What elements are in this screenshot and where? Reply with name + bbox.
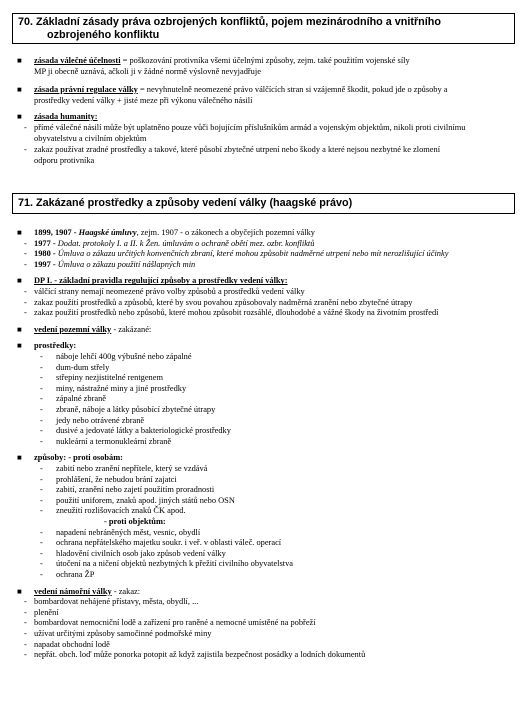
objects-item: ochrana nepřátelského majetku soukr. i veř. v oblasti váleč. operací: [56, 538, 282, 548]
bullet: ■: [17, 341, 22, 351]
dash: -: [24, 597, 27, 607]
means-item: miny, nástražné miny a jiné prostředky: [56, 383, 187, 393]
ways-item: zabití, zranění nebo zajetí použitím proradnosti: [56, 485, 215, 495]
history-item: [34, 249, 448, 259]
dash: -: [40, 405, 43, 414]
ways-item: prohlášení, že nebudou brání zajatci: [56, 474, 177, 484]
history-treaty: Úmluva o zákazu použití nášlapných min: [57, 259, 196, 269]
bullet: ■: [17, 453, 22, 463]
means-item: dusivé a jedovaté látky a bakteriologické prostředky: [56, 426, 231, 436]
dp-rule-item: válčící strany nemají neomezené právo volby způsobů a prostředků vedení války: [34, 287, 305, 296]
section-70-heading: [12, 13, 515, 44]
principle-military-necessity: zásada válečné účelnosti = poškozování protivníka všemi účelnými způsoby, zejm. také použitím vojenské síly: [34, 56, 410, 65]
principle-legal-regulation: zásada právní regulace války = nevyhnutelně neomezené právo válčících stran si vzájemně škodit, pokud jde o způsoby a: [34, 85, 448, 94]
sea-warfare-title: vedení námořní války: [34, 586, 112, 596]
objects-item: ochrana ŽP: [56, 570, 95, 579]
section-70-title-line1: 70. Základní zásady práva ozbrojených konfliktů, pojem mezinárodního a vnitřního: [18, 16, 441, 28]
objects-item: hladovění civilních osob jako způsob vedení války: [56, 548, 226, 558]
humanity-item-2: zakaz používat zradné prostředky a takové, které působí zbytečné utrpení nebo škody a které nejsou nezbytné ke zlomení: [34, 145, 441, 154]
dash: -: [24, 639, 27, 649]
dash: -: [40, 464, 43, 473]
bullet: ■: [17, 112, 22, 121]
history-item: [34, 228, 315, 238]
objects-label: - proti objektům:: [104, 517, 166, 526]
dash: -: [40, 495, 43, 505]
means-item: nukleární a termonukleární zbraně: [56, 436, 172, 446]
dash: -: [40, 485, 43, 495]
principle-legal-regulation-cont: prostředky vedení války + jisté meze při výkonu válečného násilí: [34, 96, 253, 105]
dash: -: [40, 506, 43, 516]
means-item: náboje lehčí 400g výbušné nebo zápalné: [56, 352, 192, 361]
dash: -: [40, 352, 43, 361]
dp-rule-item: zakaz použití prostředků a způsobů, které by svou povahou způsobovaly nadměrná zranění nebo zbytečné útrapy: [34, 297, 413, 307]
dash: -: [24, 650, 27, 660]
ways-item: zabití nebo zranění nepřítele, který se vzdává: [56, 464, 208, 473]
dash: -: [40, 559, 43, 569]
bullet: ■: [17, 586, 22, 596]
land-warfare-label: [34, 325, 151, 335]
sea-warfare-note: - zakaz:: [111, 586, 141, 596]
principle-military-necessity-note: MP ji obecně uznává, ačkoli ji v žádné normě výslovně nevyjadřuje: [34, 67, 261, 76]
means-label: prostředky:: [34, 341, 77, 351]
dash: -: [40, 394, 43, 404]
dash: -: [40, 436, 43, 446]
dash: -: [24, 259, 27, 269]
dash: -: [40, 570, 43, 579]
sea-item: plenění: [34, 607, 59, 617]
sea-item: užívat určitými způsoby samočinné podmořské miny: [34, 629, 212, 638]
land-warfare-title: vedení pozemní války: [34, 324, 112, 334]
ways-item: zneužití rozlišovacích znaků ČK apod.: [56, 506, 186, 516]
dash: -: [40, 538, 43, 548]
bullet: ■: [17, 324, 22, 334]
dash: -: [40, 383, 43, 393]
history-year: 1899, 1907 -: [34, 228, 79, 237]
objects-item: napadení nebráněných měst, vesnic, obydlí: [56, 527, 201, 537]
dp-rule-item: zakaz použití prostředků nebo způsobů, které mohou způsobit rozsáhlé, dlouhodobé a vážné škody na životním prostředí: [34, 308, 439, 318]
dp-rules-label: DP I. - základní pravidla regulující způsoby a prostředky vedení války:: [34, 276, 288, 286]
dash: -: [40, 426, 43, 436]
bullet: ■: [17, 85, 22, 94]
dash: -: [40, 362, 43, 372]
sea-item: bombardovat nemocniční lodě a zařízení pro raněné a nemocné umístěné na pobřeží: [34, 618, 316, 628]
sea-item: bombardovat nehájené přístavy, města, obydlí, ...: [34, 597, 199, 607]
dash: -: [24, 123, 27, 132]
objects-item: útočení na a ničení objektů nezbytných k přežití civilního obyvatelstva: [56, 559, 293, 569]
bullet: ■: [17, 276, 22, 286]
history-item: [34, 260, 195, 270]
bullet: ■: [17, 228, 22, 237]
section-71-heading: [12, 193, 515, 214]
bullet: ■: [17, 56, 22, 65]
sea-item: napadat obchodní lodě: [34, 639, 110, 649]
principle-humanity: zásada humanity:: [34, 112, 98, 121]
ways-label: způsoby: - proti osobám:: [34, 453, 123, 463]
dash: -: [24, 238, 27, 248]
means-item: jedy nebo otrávené zbraně: [56, 415, 145, 425]
means-item: dum-dum střely: [56, 362, 110, 372]
history-treaty: Úmluva o zákazu určitých konvenčních zbraní, které mohou způsobit nadměrné utrpení nebo mít nerozlišující účinky: [57, 249, 449, 259]
ways-item: použití uniforem, znaků apod. jiných států nebo OSN: [56, 495, 235, 505]
history-treaty: Haagské úmluvy: [78, 228, 137, 237]
dash: -: [24, 629, 27, 638]
means-item: zbraně, náboje a látky působící zbytečné útrapy: [56, 405, 216, 414]
history-treaty: Dodat. protokoly I. a II. k Žen. úmluvám o ochraně obětí mez. ozbr. konfliktů: [57, 238, 315, 248]
history-year: 1980 -: [34, 249, 58, 259]
history-year: 1977 -: [34, 238, 58, 248]
dash: -: [24, 308, 27, 318]
sea-item: nepřát. obch. loď může ponorka potopit až když zajistila bezpečnost posádky a lodních dokumentů: [34, 650, 366, 660]
dash: -: [24, 287, 27, 296]
history-note: , zejm. 1907 - o zákonech a obyčejích pozemní války: [136, 228, 315, 237]
dash: -: [24, 618, 27, 628]
dash: -: [24, 249, 27, 259]
dash: -: [24, 145, 27, 154]
history-year: 1997 -: [34, 259, 58, 269]
history-item: [34, 239, 314, 249]
humanity-item-1-cont: obyvatelstvu a civilním objektům: [34, 134, 147, 143]
dash: -: [40, 548, 43, 558]
section-71-title: 71. Zakázané prostředky a způsoby vedení války (haagské právo): [18, 197, 353, 209]
dash: -: [40, 474, 43, 484]
humanity-item-1: přímé válečné násilí může být uplatněno pouze vůči bojujícím příslušníkům armád a vojenským objektům, nikoli proti civilnímu: [34, 123, 466, 132]
land-warfare-note: - zakázané:: [111, 324, 152, 334]
dash: -: [40, 527, 43, 537]
sea-warfare-label: [34, 587, 140, 597]
dash: -: [40, 373, 43, 383]
dash: -: [24, 607, 27, 617]
dash: -: [24, 297, 27, 307]
humanity-item-2-cont: odporu protivníka: [34, 156, 95, 165]
section-70-title-line2: ozbrojeného konfliktu: [47, 28, 160, 41]
dash: -: [40, 415, 43, 425]
means-item: střepiny nezjistitelné rentgenem: [56, 373, 163, 383]
means-item: zápalné zbraně: [56, 394, 106, 404]
